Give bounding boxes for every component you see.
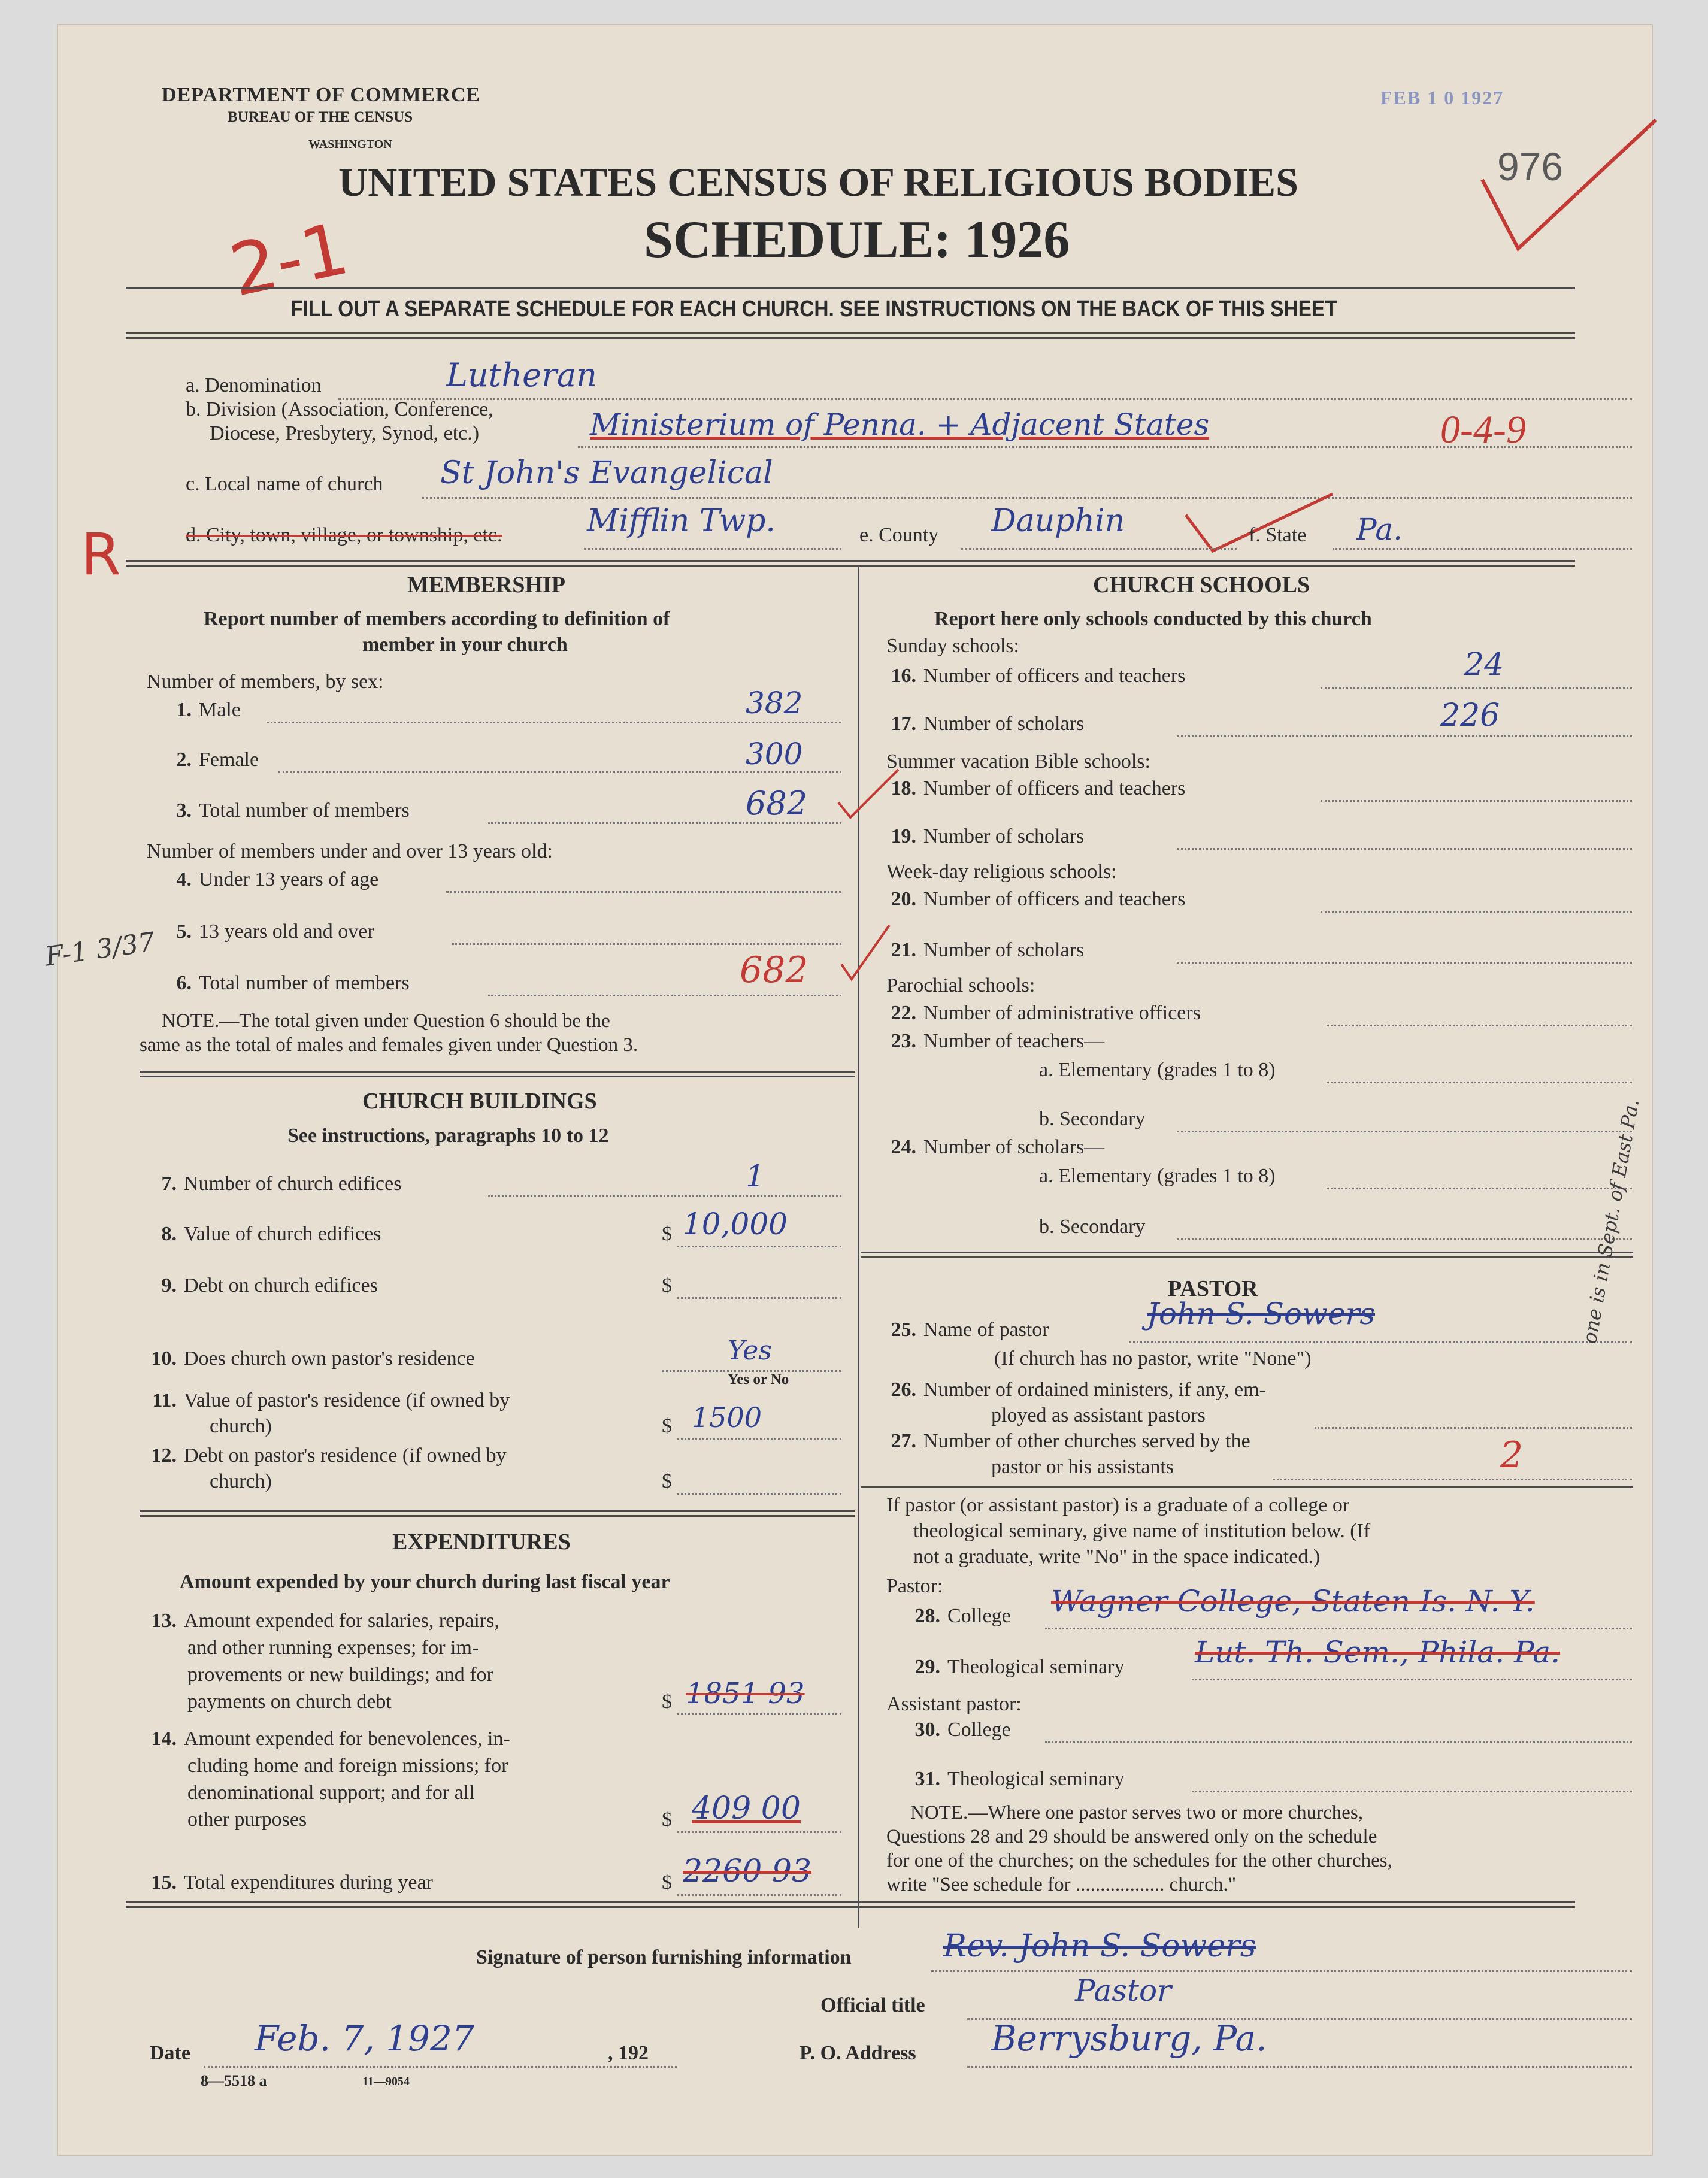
denomination-label: a. Denomination bbox=[186, 374, 322, 396]
q29-value[interactable]: Lut. Th. Sem., Phila. Pa. bbox=[1195, 1635, 1561, 1670]
summer-schools-label: Summer vacation Bible schools: bbox=[886, 750, 1150, 773]
q28-value[interactable]: Wagner College, Staten Is. N. Y. bbox=[1051, 1584, 1535, 1619]
q14-dollar: $ bbox=[662, 1809, 672, 1831]
q14-label-4: other purposes bbox=[187, 1809, 307, 1831]
q14-label-3: denominational support; and for all bbox=[187, 1782, 475, 1804]
buildings-heading: CHURCH BUILDINGS bbox=[362, 1089, 597, 1114]
division-label: b. Division (Association, Conference, bbox=[186, 398, 493, 420]
q11-dollar: $ bbox=[662, 1415, 672, 1437]
q26-line bbox=[1315, 1427, 1632, 1429]
state-line bbox=[1333, 548, 1632, 550]
age-head-label: Number of members under and over 13 years old: bbox=[147, 840, 553, 862]
q14-line bbox=[677, 1831, 841, 1833]
yes-no-hint: Yes or No bbox=[728, 1371, 789, 1388]
question-number: 1. bbox=[176, 699, 192, 721]
q7-value[interactable]: 1 bbox=[746, 1159, 765, 1193]
question-number: 25. bbox=[891, 1319, 916, 1341]
pastor-note-3: for one of the churches; on the schedules for the other churches, bbox=[886, 1850, 1392, 1871]
q26-label-2: ployed as assistant pastors bbox=[991, 1404, 1206, 1426]
q30-label: 30. College bbox=[910, 1719, 1011, 1741]
q18-label: 18. Number of officers and teachers bbox=[886, 777, 1185, 800]
signature-value[interactable]: Rev. John S. Sowers bbox=[943, 1928, 1256, 1964]
q3-total-value[interactable]: 682 bbox=[746, 784, 808, 822]
form-title: UNITED STATES CENSUS OF RELIGIOUS BODIES bbox=[338, 159, 1298, 205]
address-value[interactable]: Berrysburg, Pa. bbox=[991, 2018, 1267, 2059]
question-number: 14. bbox=[151, 1728, 177, 1750]
question-number: 22. bbox=[891, 1002, 916, 1024]
denomination-line bbox=[338, 398, 1632, 400]
q14-value[interactable]: 409 00 bbox=[692, 1791, 801, 1826]
q23a-label: a. Elementary (grades 1 to 8) bbox=[1039, 1059, 1276, 1081]
date-value[interactable]: Feb. 7, 1927 bbox=[255, 2018, 474, 2059]
official-title-label: Official title bbox=[820, 1994, 925, 2016]
question-number: 15. bbox=[151, 1871, 177, 1894]
question-number: 17. bbox=[891, 713, 916, 735]
q23b-label: b. Secondary bbox=[1039, 1108, 1146, 1130]
q2-female-value[interactable]: 300 bbox=[746, 737, 803, 771]
q27-value[interactable]: 2 bbox=[1500, 1434, 1524, 1476]
q20-line bbox=[1321, 911, 1632, 913]
form-number: 8—5518 a bbox=[201, 2072, 267, 2089]
question-number: 20. bbox=[891, 888, 916, 910]
q1-male-value[interactable]: 382 bbox=[746, 686, 803, 720]
address-label: P. O. Address bbox=[800, 2042, 916, 2064]
q15-line bbox=[677, 1894, 841, 1896]
q13-dollar: $ bbox=[662, 1691, 672, 1713]
denomination-value[interactable]: Lutheran bbox=[446, 356, 597, 394]
q27-line bbox=[1273, 1479, 1632, 1480]
q16-value[interactable]: 24 bbox=[1464, 647, 1504, 683]
q21-label: 21. Number of scholars bbox=[886, 939, 1084, 962]
q25-label: 25. Name of pastor bbox=[886, 1319, 1049, 1341]
q13-label: 13. Amount expended for salaries, repairs, bbox=[147, 1610, 499, 1632]
check-mark-icon bbox=[1476, 114, 1680, 258]
q10-value[interactable]: Yes bbox=[728, 1335, 772, 1366]
q25-line bbox=[1129, 1341, 1632, 1343]
church-name-label: c. Local name of church bbox=[186, 473, 383, 495]
census-form-sheet bbox=[43, 24, 1653, 2156]
parochial-schools-label: Parochial schools: bbox=[886, 974, 1035, 996]
q22-line bbox=[1327, 1025, 1632, 1026]
signature-label: Signature of person furnishing information bbox=[476, 1946, 852, 1968]
assistant-pastor-label: Assistant pastor: bbox=[886, 1693, 1022, 1715]
divider bbox=[140, 1510, 855, 1517]
question-number: 9. bbox=[161, 1274, 177, 1296]
question-number: 18. bbox=[891, 777, 916, 799]
q28-label: 28. College bbox=[910, 1605, 1011, 1628]
q23a-line bbox=[1327, 1082, 1632, 1083]
q11-line bbox=[677, 1438, 841, 1440]
question-number: 26. bbox=[891, 1379, 916, 1401]
question-number: 23. bbox=[891, 1030, 916, 1052]
church-name-line bbox=[422, 497, 1632, 499]
membership-subheading: Report number of members according to definition of bbox=[204, 608, 670, 630]
schools-subheading: Report here only schools conducted by this church bbox=[934, 608, 1372, 630]
q10-label: 10. Does church own pastor's residence bbox=[147, 1347, 475, 1370]
q4-label: 4. Under 13 years of age bbox=[162, 868, 378, 891]
q6-line bbox=[488, 995, 841, 996]
q2-female-label: 2. Female bbox=[162, 749, 259, 771]
question-number: 2. bbox=[176, 749, 192, 771]
schedule-title: SCHEDULE: 1926 bbox=[644, 211, 1070, 269]
division-value[interactable]: Ministerium of Penna. + Adjacent States bbox=[590, 407, 1210, 442]
question-number: 16. bbox=[891, 665, 916, 687]
county-label: e. County bbox=[859, 524, 939, 546]
q29-line bbox=[1192, 1679, 1632, 1680]
pastor-note-4: write "See schedule for .................. church." bbox=[886, 1874, 1237, 1895]
county-value[interactable]: Dauphin bbox=[991, 503, 1125, 539]
check-mark-icon bbox=[838, 922, 892, 982]
city-name: WASHINGTON bbox=[308, 138, 392, 151]
q3-line bbox=[488, 822, 841, 824]
membership-heading: MEMBERSHIP bbox=[407, 572, 565, 598]
divider bbox=[126, 1901, 1575, 1908]
q8-value[interactable]: 10,000 bbox=[683, 1207, 788, 1241]
q21-line bbox=[1177, 962, 1632, 964]
official-title-value[interactable]: Pastor bbox=[1075, 1973, 1171, 2008]
membership-subheading-2: member in your church bbox=[362, 634, 568, 656]
pastor-section-label: Pastor: bbox=[886, 1575, 943, 1597]
state-label: f. State bbox=[1249, 524, 1307, 546]
q17-value[interactable]: 226 bbox=[1440, 698, 1500, 734]
margin-note: F-1 3/37 bbox=[43, 926, 157, 973]
q25-value[interactable]: John S. Sowers bbox=[1147, 1296, 1376, 1331]
q27-label-2: pastor or his assistants bbox=[991, 1456, 1174, 1478]
margin-annotation: R bbox=[81, 521, 121, 588]
membership-note-2: same as the total of males and females given under Question 3. bbox=[140, 1034, 638, 1056]
graduate-note-2: theological seminary, give name of institution below. (If bbox=[913, 1520, 1371, 1542]
signature-line bbox=[931, 1970, 1632, 1972]
bureau-name: BUREAU OF THE CENSUS bbox=[228, 109, 413, 125]
pastor-note-2: Questions 28 and 29 should be answered only on the schedule bbox=[886, 1826, 1377, 1847]
question-number: 3. bbox=[176, 799, 192, 822]
divider bbox=[861, 1486, 1633, 1488]
date-suffix: , 192 bbox=[608, 2042, 649, 2064]
q7-label: 7. Number of church edifices bbox=[147, 1173, 401, 1195]
schools-heading: CHURCH SCHOOLS bbox=[1093, 572, 1310, 598]
q13-label-4: payments on church debt bbox=[187, 1691, 392, 1713]
q24a-label: a. Elementary (grades 1 to 8) bbox=[1039, 1165, 1276, 1187]
q30-line bbox=[1045, 1741, 1632, 1743]
q5-line bbox=[452, 943, 841, 945]
graduate-note-3: not a graduate, write "No" in the space indicated.) bbox=[913, 1546, 1321, 1568]
q28-line bbox=[1045, 1628, 1632, 1629]
question-number: 6. bbox=[176, 972, 192, 994]
question-number: 13. bbox=[151, 1610, 177, 1632]
q29-label: 29. Theological seminary bbox=[910, 1656, 1125, 1679]
division-label-2: Diocese, Presbytery, Synod, etc.) bbox=[210, 422, 480, 444]
q11-value[interactable]: 1500 bbox=[692, 1401, 762, 1434]
divider bbox=[126, 560, 1575, 567]
question-number: 5. bbox=[176, 920, 192, 943]
question-number: 19. bbox=[891, 825, 916, 847]
township-value[interactable]: Mifflin Twp. bbox=[587, 503, 776, 539]
q1-male-label: 1. Male bbox=[162, 699, 241, 722]
q3-total-label: 3. Total number of members bbox=[162, 799, 410, 822]
q24a-line bbox=[1327, 1188, 1632, 1189]
division-code: 0-4-9 bbox=[1440, 408, 1526, 452]
township-label: d. City, town, village, or township, etc. bbox=[186, 524, 502, 546]
q19-line bbox=[1177, 848, 1632, 850]
q18-line bbox=[1321, 800, 1632, 802]
q20-label: 20. Number of officers and teachers bbox=[886, 888, 1185, 911]
expenditures-subheading: Amount expended by your church during last fiscal year bbox=[180, 1571, 670, 1593]
address-line bbox=[967, 2066, 1632, 2068]
received-stamp: FEB 1 0 1927 bbox=[1380, 87, 1504, 108]
divider bbox=[126, 287, 1575, 289]
q2-line bbox=[278, 771, 841, 773]
date-label: Date bbox=[150, 2042, 190, 2064]
divider bbox=[126, 332, 1575, 339]
question-number: 31. bbox=[914, 1768, 940, 1790]
divider bbox=[861, 1252, 1633, 1258]
q13-label-3: provements or new buildings; and for bbox=[187, 1664, 493, 1686]
q9-dollar: $ bbox=[662, 1274, 672, 1296]
q9-label: 9. Debt on church edifices bbox=[147, 1274, 378, 1297]
q14-label: 14. Amount expended for benevolences, in- bbox=[147, 1728, 510, 1750]
q5-label: 5. 13 years old and over bbox=[162, 920, 374, 943]
q13-value[interactable]: 1851 93 bbox=[686, 1677, 805, 1710]
q17-label: 17. Number of scholars bbox=[886, 713, 1084, 735]
q7-line bbox=[488, 1195, 841, 1197]
q22-label: 22. Number of administrative officers bbox=[886, 1002, 1201, 1025]
q8-label: 8. Value of church edifices bbox=[147, 1223, 381, 1246]
q16-label: 16. Number of officers and teachers bbox=[886, 665, 1185, 687]
q24-label: 24. Number of scholars— bbox=[886, 1136, 1104, 1159]
question-number: 29. bbox=[914, 1656, 940, 1678]
sunday-schools-label: Sunday schools: bbox=[886, 635, 1019, 657]
serial-number: 976 bbox=[1497, 144, 1564, 189]
membership-note: NOTE.—The total given under Question 6 should be the bbox=[162, 1010, 610, 1032]
expenditures-heading: EXPENDITURES bbox=[392, 1529, 571, 1555]
question-number: 24. bbox=[891, 1136, 916, 1158]
q19-label: 19. Number of scholars bbox=[886, 825, 1084, 848]
q25-note: (If church has no pastor, write "None") bbox=[994, 1347, 1312, 1370]
q6-label: 6. Total number of members bbox=[162, 972, 410, 995]
department-name: DEPARTMENT OF COMMERCE bbox=[162, 84, 481, 106]
q23b-line bbox=[1177, 1131, 1632, 1132]
question-number: 8. bbox=[161, 1223, 177, 1245]
q12-dollar: $ bbox=[662, 1470, 672, 1492]
q24b-label: b. Secondary bbox=[1039, 1216, 1146, 1238]
date-line bbox=[204, 2066, 677, 2068]
church-name-value[interactable]: St John's Evangelical bbox=[440, 455, 773, 491]
q12-label: 12. Debt on pastor's residence (if owned by bbox=[147, 1444, 507, 1467]
q11-label-2: church) bbox=[210, 1415, 272, 1437]
instructions-banner: FILL OUT A SEPARATE SCHEDULE FOR EACH CHURCH. SEE INSTRUCTIONS ON THE BACK OF THIS SHEET bbox=[290, 296, 1337, 322]
buildings-subheading: See instructions, paragraphs 10 to 12 bbox=[287, 1125, 609, 1147]
side-note: one is in Sept. of East Pa. bbox=[1578, 1097, 1644, 1346]
print-number: 11—9054 bbox=[362, 2075, 410, 2088]
question-number: 10. bbox=[151, 1347, 177, 1370]
q16-line bbox=[1321, 687, 1632, 689]
q12-label-2: church) bbox=[210, 1470, 272, 1492]
township-line bbox=[584, 548, 841, 550]
q31-label: 31. Theological seminary bbox=[910, 1768, 1125, 1791]
q6-total-value[interactable]: 682 bbox=[740, 949, 808, 991]
question-number: 7. bbox=[161, 1173, 177, 1195]
q26-label: 26. Number of ordained ministers, if any, em- bbox=[886, 1379, 1266, 1401]
question-number: 12. bbox=[151, 1444, 177, 1467]
members-by-sex-label: Number of members, by sex: bbox=[147, 671, 384, 693]
q31-line bbox=[1192, 1791, 1632, 1792]
q23-label: 23. Number of teachers— bbox=[886, 1030, 1104, 1053]
pastor-heading: PASTOR bbox=[1168, 1276, 1258, 1301]
question-number: 21. bbox=[891, 939, 916, 961]
q8-dollar: $ bbox=[662, 1223, 672, 1245]
q11-label: 11. Value of pastor's residence (if owned by bbox=[147, 1389, 510, 1412]
red-annotation: 2-1 bbox=[223, 207, 356, 313]
q15-label: 15. Total expenditures during year bbox=[147, 1871, 433, 1894]
q15-value[interactable]: 2260 93 bbox=[683, 1853, 812, 1889]
q27-label: 27. Number of other churches served by the bbox=[886, 1430, 1250, 1453]
q1-line bbox=[267, 722, 841, 723]
q17-line bbox=[1177, 735, 1632, 737]
graduate-note: If pastor (or assistant pastor) is a graduate of a college or bbox=[886, 1494, 1350, 1516]
state-value[interactable]: Pa. bbox=[1356, 512, 1403, 547]
q9-line bbox=[677, 1297, 841, 1299]
question-number: 28. bbox=[914, 1605, 940, 1627]
q13-line bbox=[677, 1713, 841, 1715]
pastor-note: NOTE.—Where one pastor serves two or more churches, bbox=[910, 1802, 1363, 1823]
question-number: 11. bbox=[152, 1389, 177, 1411]
county-line bbox=[961, 548, 1237, 550]
q4-line bbox=[446, 891, 841, 893]
weekday-schools-label: Week-day religious schools: bbox=[886, 861, 1117, 883]
question-number: 30. bbox=[914, 1719, 940, 1741]
q14-label-2: cluding home and foreign missions; for bbox=[187, 1755, 508, 1777]
question-number: 27. bbox=[891, 1430, 916, 1452]
q13-label-2: and other running expenses; for im- bbox=[187, 1637, 479, 1659]
q15-dollar: $ bbox=[662, 1871, 672, 1894]
question-number: 4. bbox=[176, 868, 192, 890]
q12-line bbox=[677, 1493, 841, 1495]
q8-line bbox=[677, 1246, 841, 1247]
q24b-line bbox=[1177, 1238, 1632, 1240]
divider bbox=[140, 1071, 855, 1077]
